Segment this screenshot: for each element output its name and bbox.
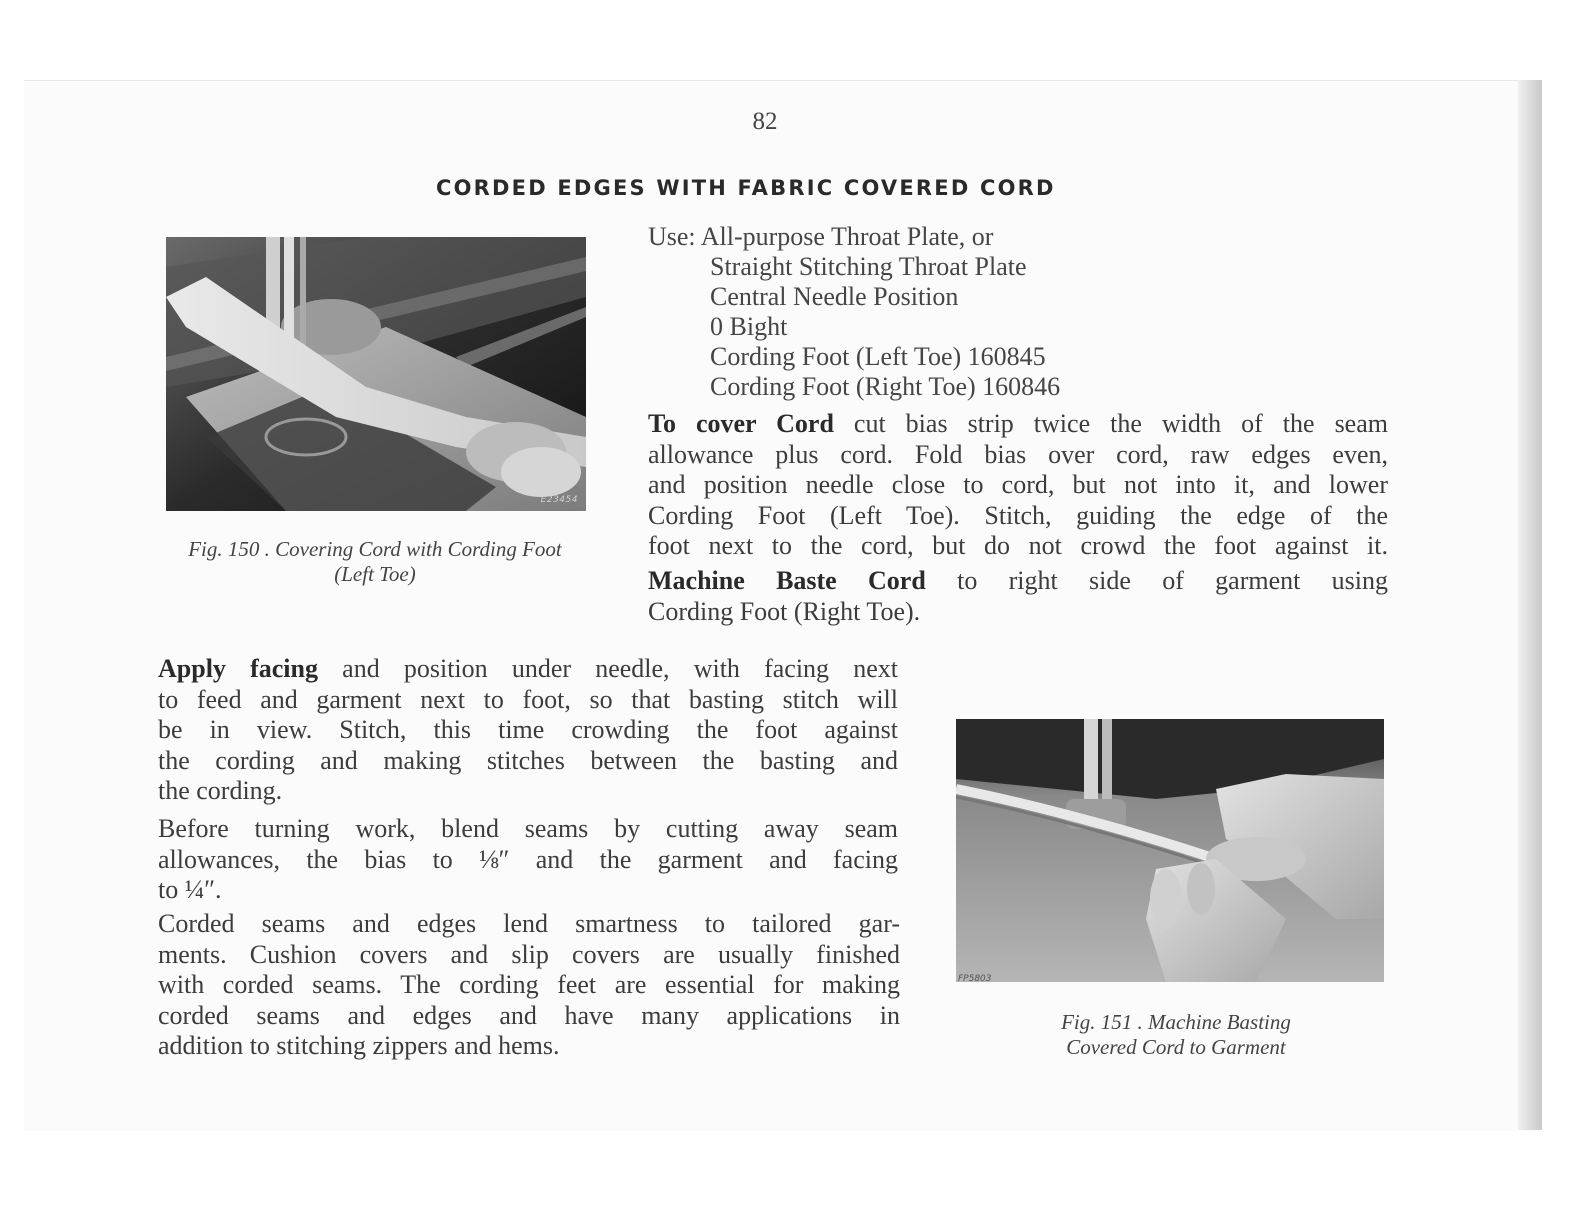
paragraph-baste-cord	[648, 566, 1388, 627]
paragraph-line: with corded seams. The cording feet are essential for making	[158, 970, 900, 999]
page-edge	[1518, 80, 1542, 1130]
figure-151-illustration	[956, 719, 1384, 982]
paragraph-line: allowances, the bias to ⅛″ and the garment and facing	[158, 844, 898, 874]
paragraph-line: and position needle close to cord, but not into it, and lower	[648, 470, 1388, 499]
figure-150-caption-line-2: (Left Toe)	[334, 562, 416, 586]
paragraph-line: the cording and making stitches between the basting and	[158, 745, 898, 775]
paragraph-line: to ¼″.	[158, 875, 222, 904]
paragraph-line: foot next to the cord, but do not crowd the foot against it.	[648, 531, 1388, 560]
paragraph-line: corded seams and edges and have many applications in	[158, 1000, 900, 1030]
paragraph-line: Before turning work, blend seams by cutting away seam	[158, 814, 898, 843]
paragraph-before-turning	[158, 814, 898, 906]
figure-151-code: FP5803	[958, 974, 992, 984]
figure-150-caption-line-1: Fig. 150 . Covering Cord with Cording Foot	[188, 537, 562, 561]
paragraph-cover-cord	[648, 409, 1388, 562]
figure-150-illustration	[166, 237, 586, 511]
figure-150-photo	[166, 237, 586, 511]
use-item: Central Needle Position	[710, 282, 959, 311]
paragraph-line: Cording Foot (Left Toe). Stitch, guiding the edge of the	[648, 500, 1388, 530]
paragraph-line: ments. Cushion covers and slip covers are usually finished	[158, 939, 900, 969]
paragraph-apply-facing	[158, 654, 898, 807]
use-list	[648, 222, 1368, 402]
paragraph-line: Apply facing and position under needle, with facing next	[158, 654, 898, 683]
paragraph-line: be in view. Stitch, this time crowding the foot against	[158, 715, 898, 744]
paragraph-line: To cover Cord cut bias strip twice the width of the seam	[648, 409, 1388, 438]
paragraph-line: addition to stitching zippers and hems.	[158, 1031, 560, 1060]
figure-150-caption	[150, 537, 600, 587]
use-item: Straight Stitching Throat Plate	[710, 252, 1027, 281]
paragraph-line: to feed and garment next to foot, so that basting stitch will	[158, 684, 898, 714]
use-item: Cording Foot (Right Toe) 160846	[710, 372, 1061, 401]
use-item: 0 Bight	[710, 312, 788, 341]
paragraph-line: Machine Baste Cord to right side of garment using	[648, 566, 1388, 595]
section-title: CORDED EDGES WITH FABRIC COVERED CORD	[436, 176, 1056, 200]
use-item: Cording Foot (Left Toe) 160845	[710, 342, 1046, 371]
paragraph-line: Corded seams and edges lend smartness to tailored gar-	[158, 909, 900, 938]
paragraph-lead: To cover Cord	[648, 409, 834, 438]
paragraph-lead: Machine Baste Cord	[648, 566, 926, 595]
figure-151-caption-line-2: Covered Cord to Garment	[1066, 1035, 1286, 1059]
paragraph-line: allowance plus cord. Fold bias over cord, raw edges even,	[648, 439, 1388, 469]
figure-151-caption	[996, 1010, 1356, 1060]
paragraph-line: Cording Foot (Right Toe).	[648, 596, 921, 626]
use-first-line: Use: All-purpose Throat Plate, or	[648, 222, 994, 251]
paragraph-line: the cording.	[158, 776, 283, 805]
paragraph-corded-seams	[158, 909, 900, 1062]
figure-151-caption-line-1: Fig. 151 . Machine Basting	[1061, 1010, 1291, 1034]
figure-151-photo	[956, 719, 1384, 982]
figure-150-code: E23454	[540, 495, 578, 505]
paragraph-lead: Apply facing	[158, 654, 318, 683]
page-number: 82	[752, 108, 778, 135]
